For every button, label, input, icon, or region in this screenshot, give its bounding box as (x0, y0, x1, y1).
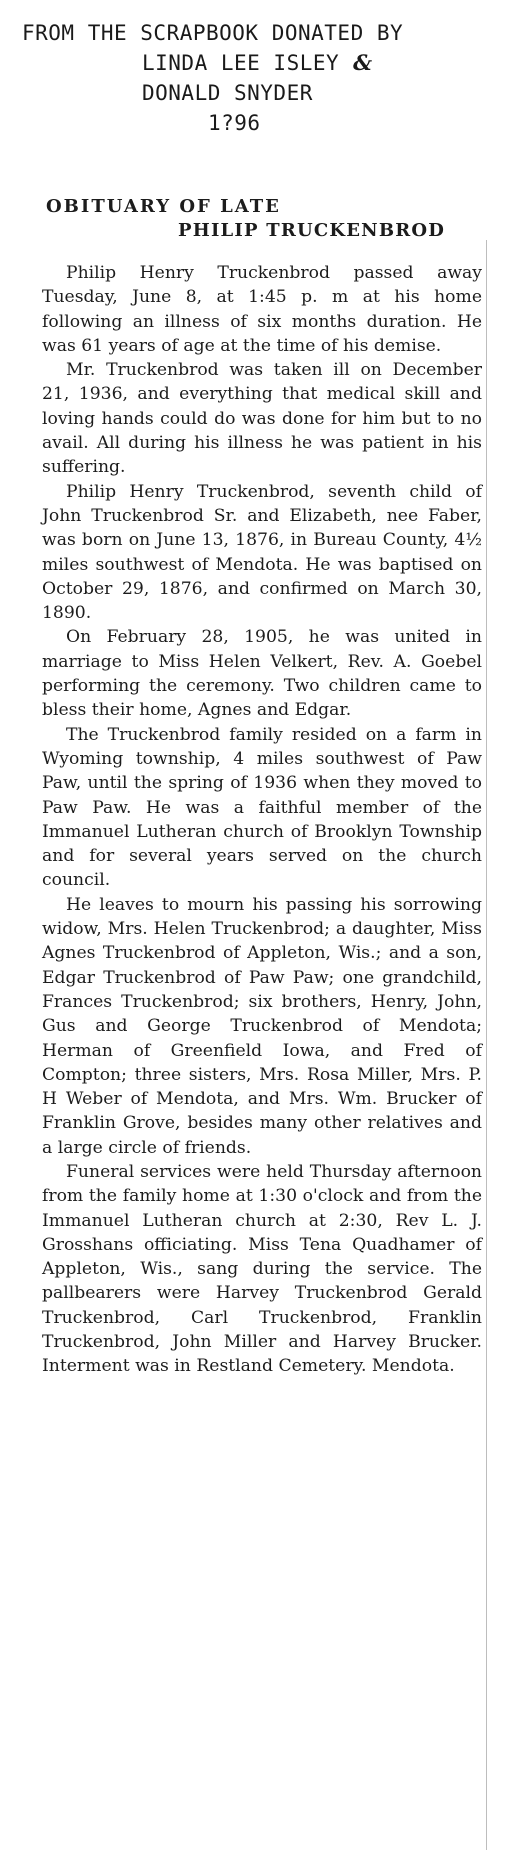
header-line-donated-by: FROM THE SCRAPBOOK DONATED BY (22, 21, 404, 45)
header-line-year: 1?96 (208, 111, 261, 135)
column-rule (486, 240, 487, 1850)
paragraph-marriage: On February 28, 1905, he was united in marriage to Miss Helen Velkert, Rev. A. Goebel performing the ceremony. Two children came to bless their home, Agnes and Edgar. (42, 627, 482, 721)
paragraph-illness: Mr. Truckenbrod was taken ill on December 21, 1936, and everything that medical skill and loving hands could do was done for him but to no avail. All during his illness he was patient in his suffering. (42, 360, 482, 478)
obituary-title-line-2: PHILIP TRUCKENBROD (178, 220, 446, 241)
header-line-donor-2: DONALD SNYDER (142, 81, 313, 105)
paragraph-residence: The Truckenbrod family resided on a farm in Wyoming township, 4 miles southwest of Paw Paw, until the spring of 1936 when they moved to Paw Paw. He was a faithful member of the Immanuel Lutheran church of Brooklyn Township and for several years served on the church council. (42, 724, 482, 891)
handwritten-ampersand: & (353, 50, 373, 75)
donor-name-1: LINDA LEE ISLEY (142, 51, 340, 75)
obituary-body (42, 261, 482, 1379)
paragraph-funeral: Funeral services were held Thursday afternoon from the family home at 1:30 o'clock and from the Immanuel Lutheran church at 2:30, Rev L. J. Grosshans officiating. Miss Tena Quadhamer of Appleton, Wis., sang during the service. The pallbearers were Harvey Truckenbrod Gerald Truckenbrod, Carl Truckenbrod, Franklin Truckenbrod, John Miller and Harvey Brucker. Interment was in Restland Cemetery. Mendota. (42, 1161, 482, 1377)
paragraph-passing: Philip Henry Truckenbrod passed away Tuesday, June 8, at 1:45 p. m at his home following an illness of six months duration. He was 61 years of age at the time of his demise. (42, 263, 482, 356)
header-line-donor-1 (0, 48, 528, 78)
paragraph-birth: Philip Henry Truckenbrod, seventh child of John Truckenbrod Sr. and Elizabeth, nee Faber, was born on June 13, 1876, in Bureau County, 4½ miles southwest of Mendota. He was baptised on October 29, 1876, and confirmed on March 30, 1890. (42, 481, 482, 624)
scrapbook-header (0, 18, 528, 138)
paragraph-survivors: He leaves to mourn his passing his sorrowing widow, Mrs. Helen Truckenbrod; a daughter, Miss Agnes Truckenbrod of Appleton, Wis.; and a son, Edgar Truckenbrod of Paw Paw; one grandchild, Frances Truckenbrod; six brothers, Henry, John, Gus and George Truckenbrod of Mendota; Herman of Greenfield Iowa, and Fred of Compton; three sisters, Mrs. Rosa Miller, Mrs. P. H Weber of Mendota, and Mrs. Wm. Brucker of Franklin Grove, besides many other relatives and a large circle of friends. (42, 894, 482, 1158)
obituary-title-line-1: OBITUARY OF LATE (46, 196, 281, 217)
obituary-clipping (42, 195, 482, 1379)
